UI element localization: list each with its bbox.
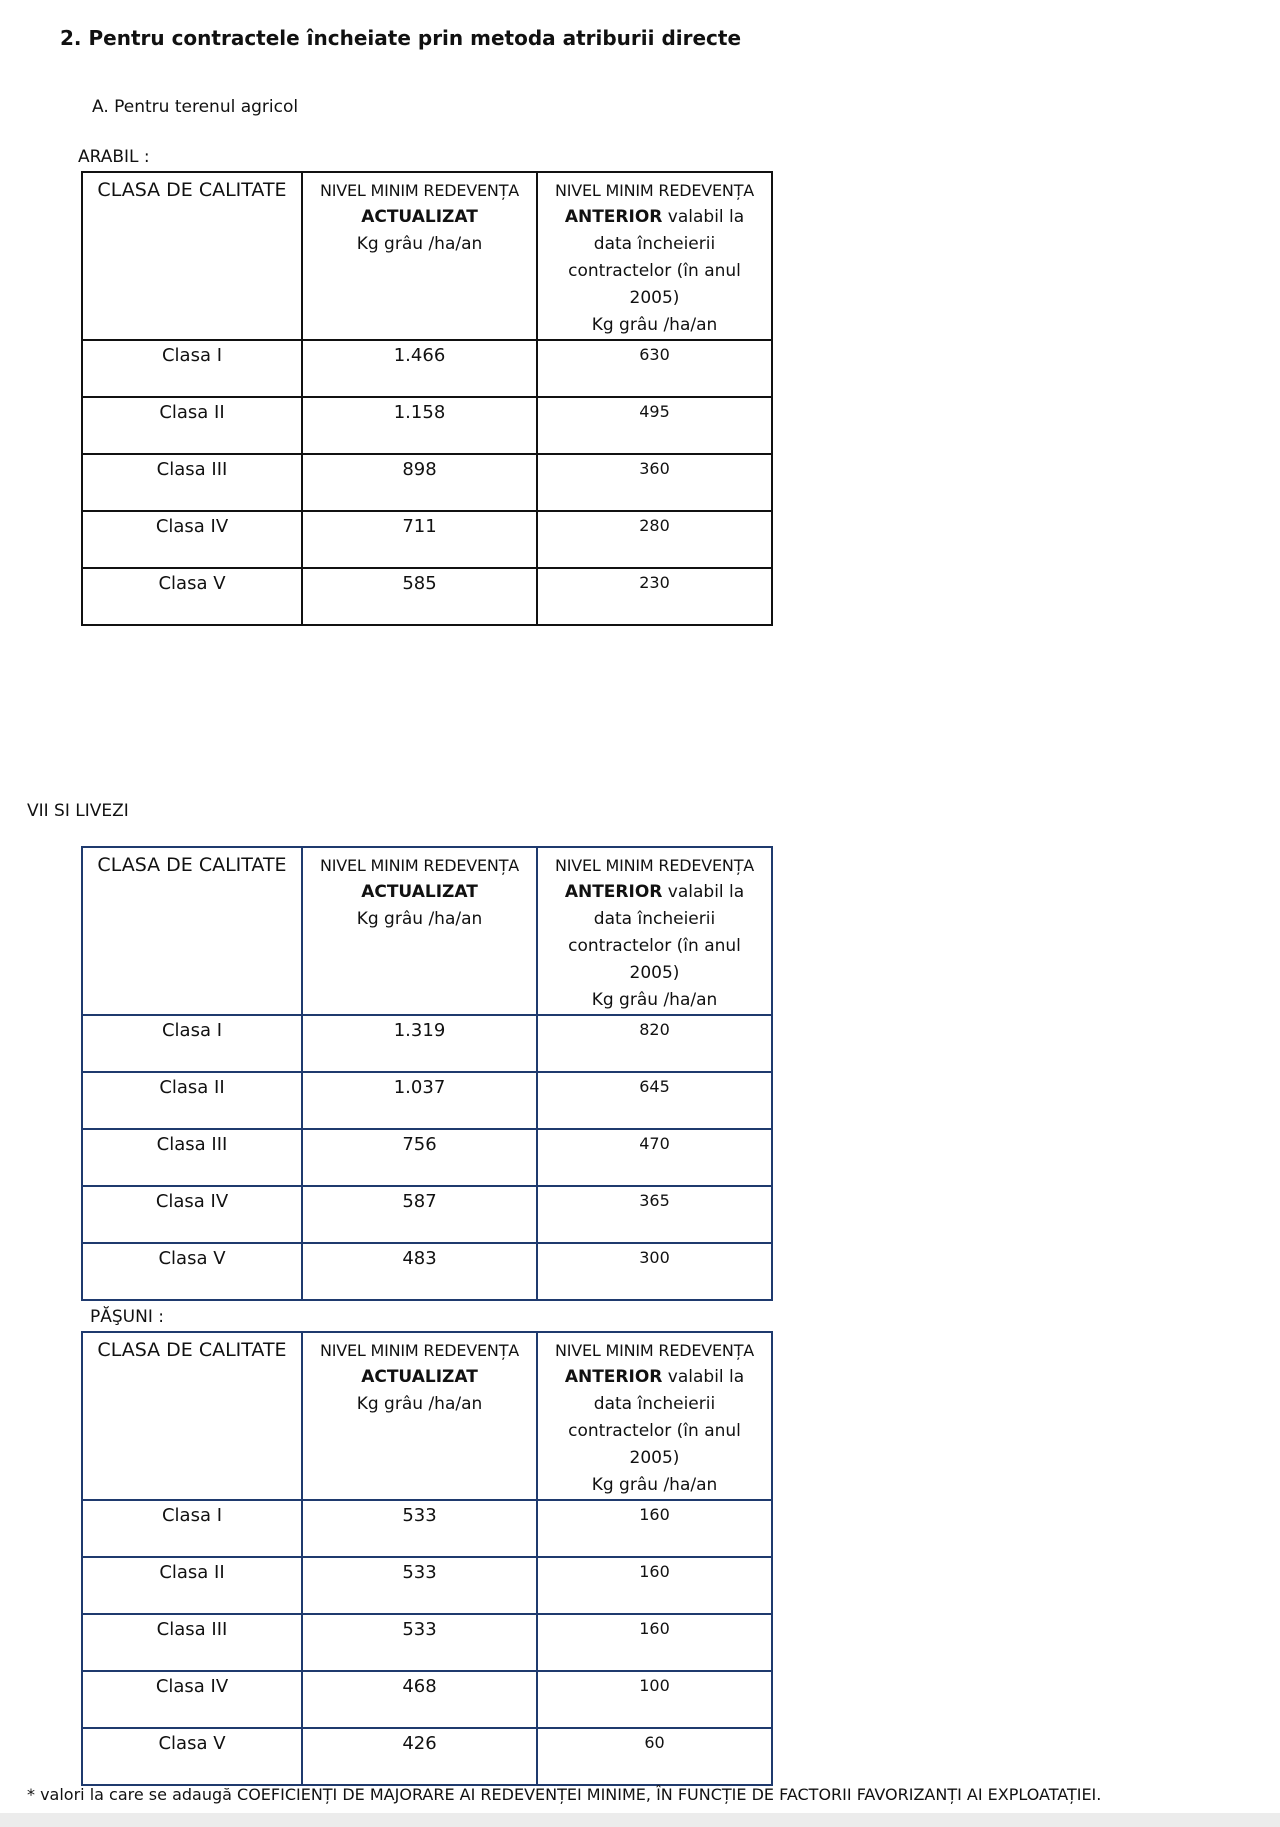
header-anterior-line4: contractelor (în anul [568, 936, 741, 956]
header-actualizat [302, 847, 537, 1015]
cell-clasa: Clasa III [82, 454, 302, 511]
cell-clasa: Clasa IV [82, 511, 302, 568]
header-anterior-bold: ANTERIOR [564, 207, 663, 227]
table-header-row [82, 172, 772, 340]
cell-clasa: Clasa IV [82, 1186, 302, 1243]
header-actualizat-unit: Kg grâu /ha/an [356, 234, 483, 254]
cell-clasa: Clasa I [82, 340, 302, 397]
table-header-row [82, 1332, 772, 1500]
cell-clasa: Clasa II [82, 397, 302, 454]
cell-clasa: Clasa III [82, 1614, 302, 1671]
table-row [82, 397, 772, 454]
table-row [82, 454, 772, 511]
subsection-heading: A. Pentru terenul agricol [92, 97, 299, 117]
section-heading: 2. Pentru contractele încheiate prin metoda atriburii directe [60, 26, 742, 50]
table-row [82, 1072, 772, 1129]
header-anterior-line3: data încheierii [593, 909, 716, 929]
header-clasa: CLASA DE CALITATE [82, 847, 302, 1015]
table-row [82, 1500, 772, 1557]
cell-actualizat: 1.158 [302, 397, 537, 454]
header-actualizat-unit: Kg grâu /ha/an [356, 1394, 483, 1414]
header-actualizat [302, 1332, 537, 1500]
header-anterior-line4: contractelor (în anul [568, 261, 741, 281]
table-label-arabil: ARABIL : [78, 147, 150, 167]
table-row [82, 1129, 772, 1186]
table-label-vii-livezi: VII SI LIVEZI [27, 801, 129, 821]
cell-actualizat: 1.037 [302, 1072, 537, 1129]
header-anterior [537, 172, 772, 340]
cell-clasa: Clasa I [82, 1500, 302, 1557]
header-anterior-line2 [538, 204, 771, 231]
header-anterior-line1: NIVEL MINIM REDEVENȚA [554, 856, 755, 875]
cell-clasa: Clasa IV [82, 1671, 302, 1728]
cell-anterior: 160 [537, 1614, 772, 1671]
footnote: * valori la care se adaugă COEFICIENȚI DE MAJORARE AI REDEVENȚEI MINIME, ÎN FUNCȚIE DE FACTORII FAVORIZANȚI AI EXPLOATAȚIEI. [27, 1785, 1102, 1804]
table-row [82, 340, 772, 397]
page-bottom-strip [0, 1813, 1280, 1827]
table-row [82, 511, 772, 568]
header-actualizat-unit: Kg grâu /ha/an [356, 909, 483, 929]
header-anterior-line5: 2005) [629, 963, 680, 983]
header-anterior-rest: valabil la [662, 1367, 745, 1387]
header-actualizat-line2: ACTUALIZAT [361, 207, 478, 227]
cell-clasa: Clasa V [82, 1728, 302, 1785]
cell-actualizat: 587 [302, 1186, 537, 1243]
cell-anterior: 60 [537, 1728, 772, 1785]
cell-clasa: Clasa I [82, 1015, 302, 1072]
cell-anterior: 645 [537, 1072, 772, 1129]
header-anterior-line3: data încheierii [593, 234, 716, 254]
header-anterior [537, 1332, 772, 1500]
header-anterior-line1: NIVEL MINIM REDEVENȚA [554, 181, 755, 200]
header-anterior-rest: valabil la [662, 207, 745, 227]
table-row [82, 1728, 772, 1785]
header-anterior-line5: 2005) [629, 1448, 680, 1468]
header-anterior-line5: 2005) [629, 288, 680, 308]
table-row [82, 1671, 772, 1728]
cell-clasa: Clasa V [82, 1243, 302, 1300]
cell-actualizat: 711 [302, 511, 537, 568]
cell-clasa: Clasa II [82, 1072, 302, 1129]
header-anterior-rest: valabil la [662, 882, 745, 902]
cell-actualizat: 533 [302, 1500, 537, 1557]
table-row [82, 1243, 772, 1300]
cell-anterior: 365 [537, 1186, 772, 1243]
cell-actualizat: 1.319 [302, 1015, 537, 1072]
cell-actualizat: 426 [302, 1728, 537, 1785]
cell-anterior: 160 [537, 1500, 772, 1557]
table-row [82, 1015, 772, 1072]
cell-anterior: 820 [537, 1015, 772, 1072]
header-actualizat-line1: NIVEL MINIM REDEVENȚA [319, 181, 520, 200]
header-anterior-line2 [538, 879, 771, 906]
cell-actualizat: 1.466 [302, 340, 537, 397]
table-header-row [82, 847, 772, 1015]
header-anterior-line4: contractelor (în anul [568, 1421, 741, 1441]
header-clasa: CLASA DE CALITATE [82, 172, 302, 340]
table-row [82, 1614, 772, 1671]
table-row [82, 1186, 772, 1243]
header-anterior [537, 847, 772, 1015]
header-clasa: CLASA DE CALITATE [82, 1332, 302, 1500]
cell-clasa: Clasa III [82, 1129, 302, 1186]
header-actualizat-line2: ACTUALIZAT [361, 882, 478, 902]
cell-anterior: 300 [537, 1243, 772, 1300]
header-actualizat-line1: NIVEL MINIM REDEVENȚA [319, 856, 520, 875]
header-actualizat-line2: ACTUALIZAT [361, 1367, 478, 1387]
header-anterior-bold: ANTERIOR [564, 1367, 663, 1387]
header-actualizat [302, 172, 537, 340]
table-row [82, 568, 772, 625]
cell-actualizat: 585 [302, 568, 537, 625]
header-anterior-unit: Kg grâu /ha/an [591, 315, 718, 335]
cell-anterior: 100 [537, 1671, 772, 1728]
header-anterior-bold: ANTERIOR [564, 882, 663, 902]
header-anterior-unit: Kg grâu /ha/an [591, 990, 718, 1010]
cell-anterior: 470 [537, 1129, 772, 1186]
table-label-pasuni: PĂŞUNI : [90, 1307, 164, 1327]
cell-actualizat: 533 [302, 1557, 537, 1614]
cell-actualizat: 533 [302, 1614, 537, 1671]
arabil-table [81, 171, 773, 626]
header-actualizat-line1: NIVEL MINIM REDEVENȚA [319, 1341, 520, 1360]
table-row [82, 1557, 772, 1614]
header-anterior-line3: data încheierii [593, 1394, 716, 1414]
cell-actualizat: 756 [302, 1129, 537, 1186]
vii-livezi-table [81, 846, 773, 1301]
pasuni-table [81, 1331, 773, 1786]
cell-anterior: 230 [537, 568, 772, 625]
header-anterior-line1: NIVEL MINIM REDEVENȚA [554, 1341, 755, 1360]
cell-clasa: Clasa II [82, 1557, 302, 1614]
cell-actualizat: 898 [302, 454, 537, 511]
header-anterior-unit: Kg grâu /ha/an [591, 1475, 718, 1495]
cell-actualizat: 483 [302, 1243, 537, 1300]
cell-anterior: 360 [537, 454, 772, 511]
cell-clasa: Clasa V [82, 568, 302, 625]
cell-anterior: 280 [537, 511, 772, 568]
cell-anterior: 630 [537, 340, 772, 397]
cell-anterior: 160 [537, 1557, 772, 1614]
header-anterior-line2 [538, 1364, 771, 1391]
cell-anterior: 495 [537, 397, 772, 454]
cell-actualizat: 468 [302, 1671, 537, 1728]
